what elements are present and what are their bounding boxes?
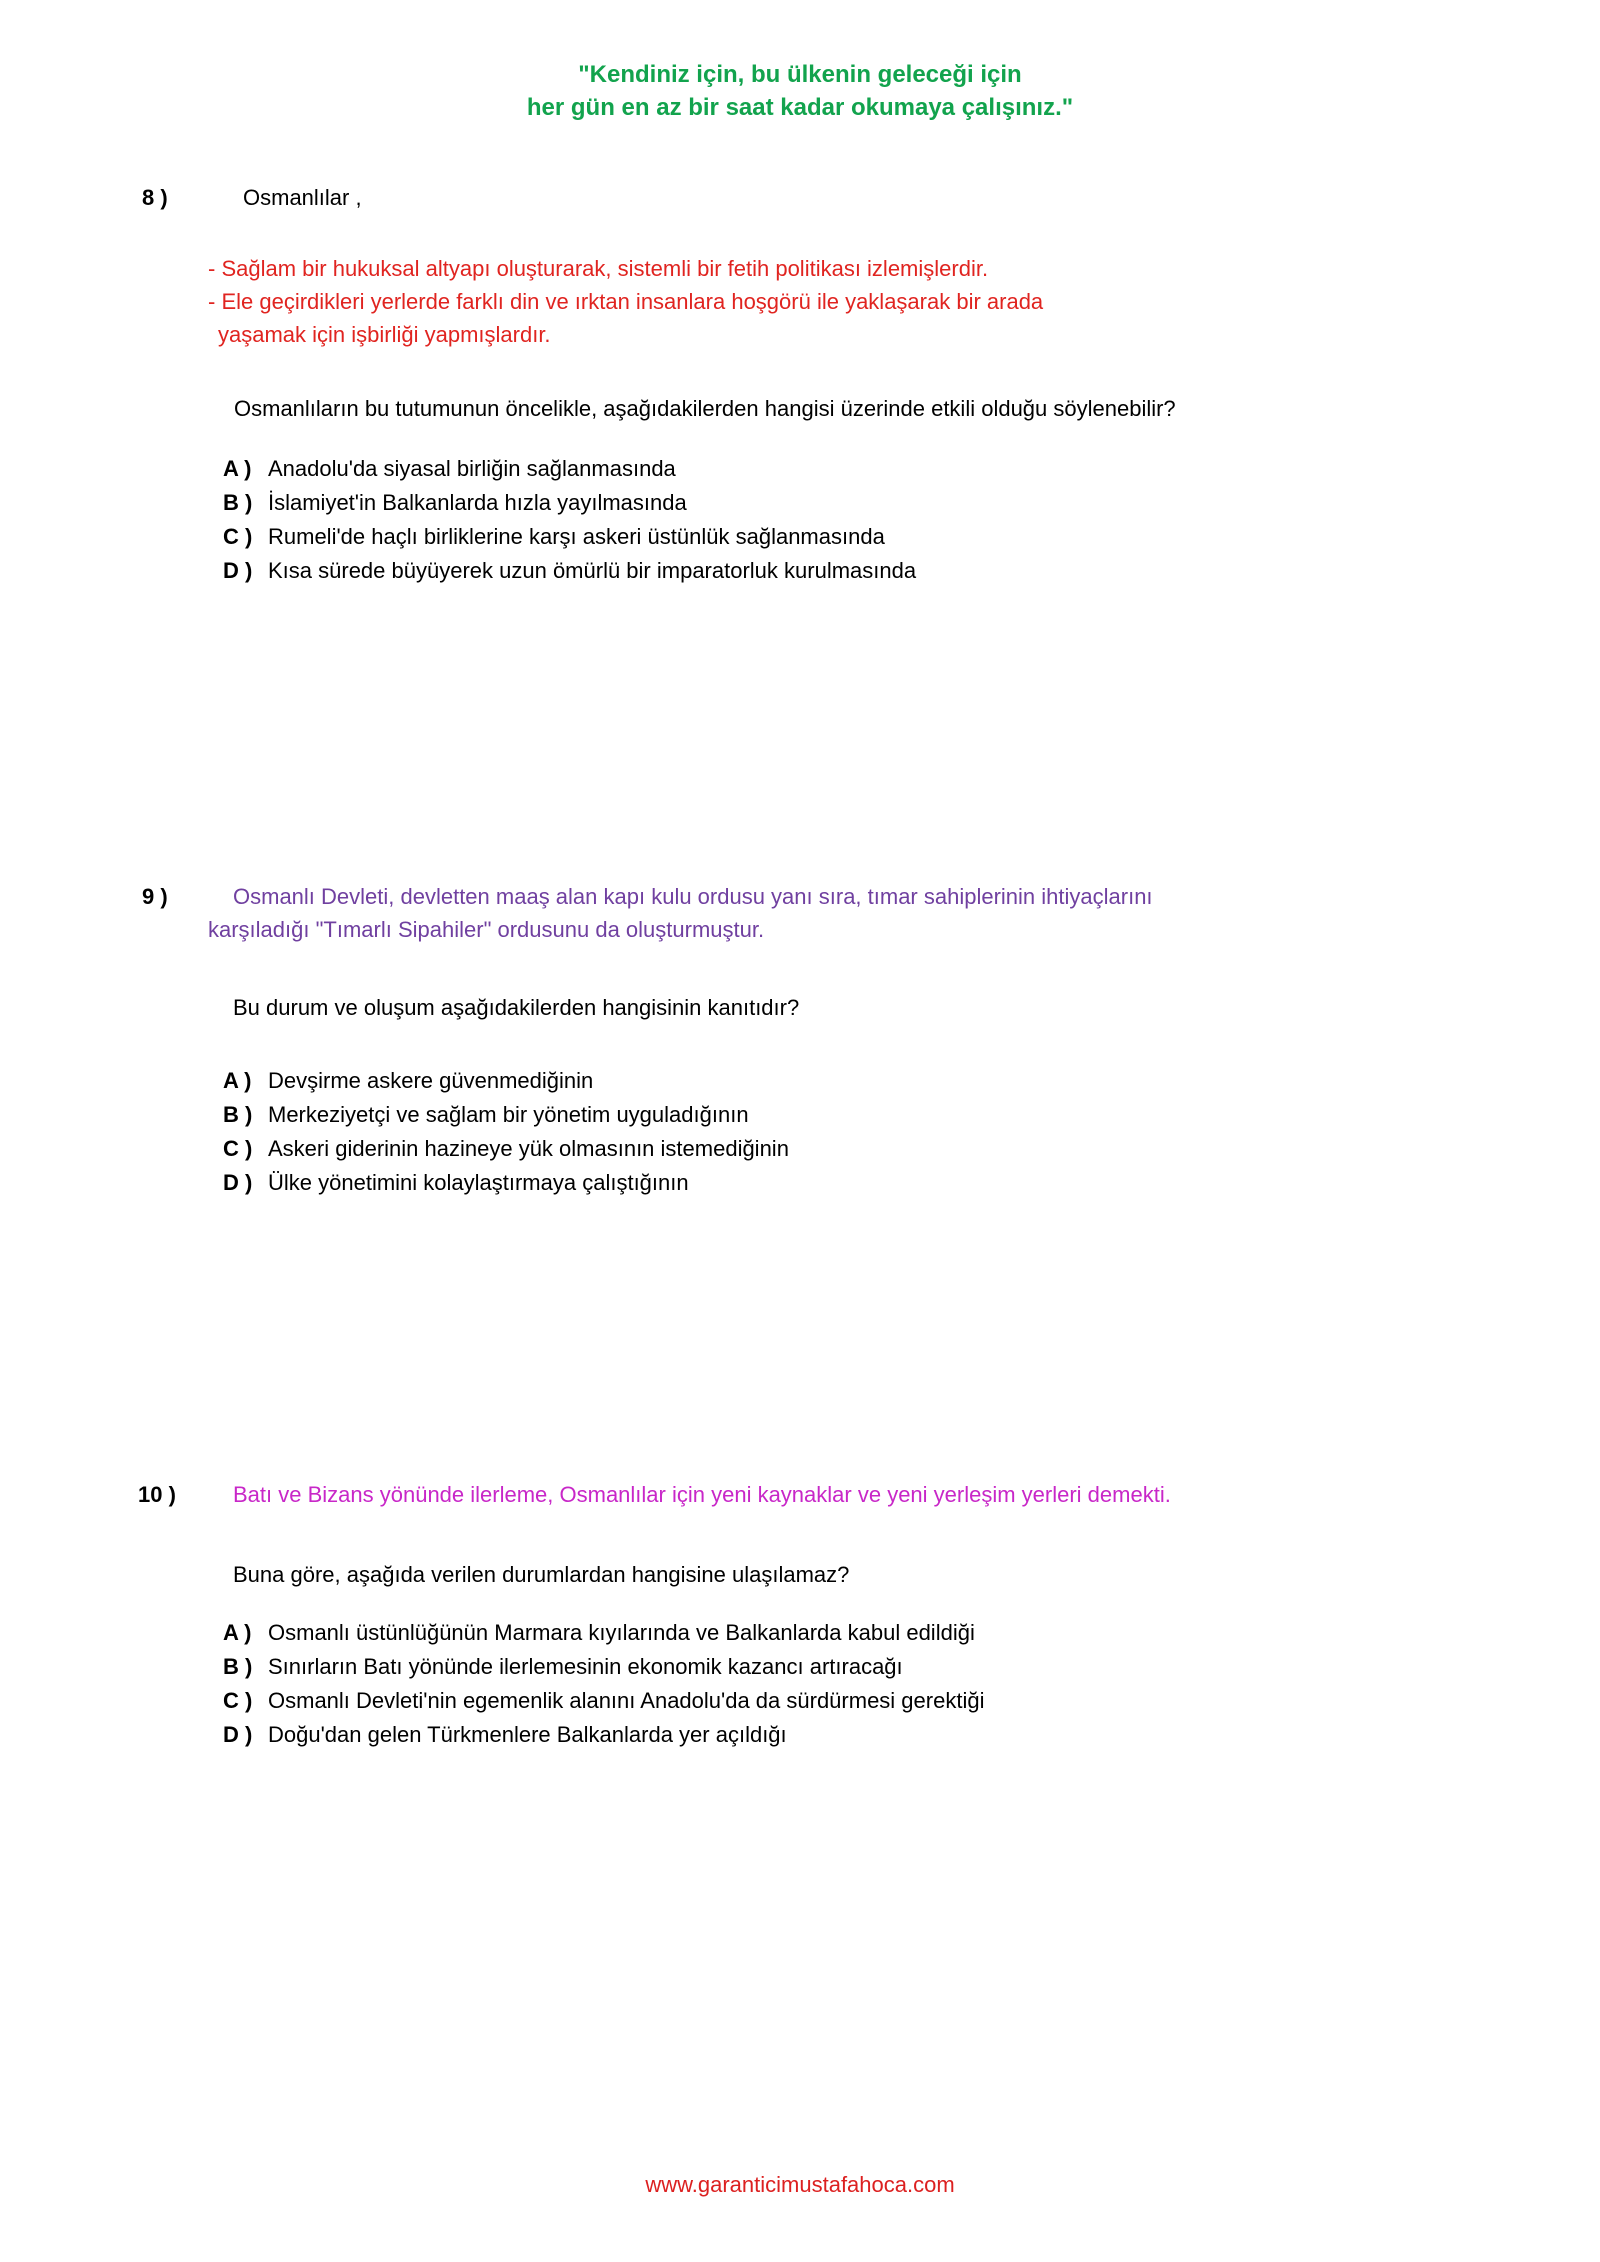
option-row xyxy=(223,1166,789,1200)
question-8-premises xyxy=(208,252,1043,351)
option-row xyxy=(223,486,916,520)
question-9-lead-line: karşıladığı "Tımarlı Sipahiler" ordusunu da oluşturmuştur. xyxy=(208,917,765,942)
option-row xyxy=(223,1718,984,1752)
option-text: Sınırların Batı yönünde ilerlemesinin ekonomik kazancı artıracağı xyxy=(268,1654,903,1679)
option-row xyxy=(223,1098,789,1132)
option-letter: D ) xyxy=(223,1722,253,1747)
motto-line-2: her gün en az bir saat kadar okumaya çalışınız." xyxy=(526,94,1074,121)
option-row xyxy=(223,520,916,554)
option-letter: D ) xyxy=(223,558,253,583)
question-8-number: 8 ) xyxy=(142,185,168,210)
option-row xyxy=(223,452,916,486)
question-10-lead-line: Batı ve Bizans yönünde ilerleme, Osmanlılar için yeni kaynaklar ve yeni yerleşim yerleri demekti. xyxy=(233,1482,1171,1507)
option-row xyxy=(223,1650,984,1684)
option-letter: C ) xyxy=(223,524,253,549)
option-letter: A ) xyxy=(223,1620,252,1645)
option-row xyxy=(223,1064,789,1098)
premise-line: - Ele geçirdikleri yerlerde farklı din ve ırktan insanlara hoşgörü ile yaklaşarak bir arada xyxy=(208,289,1044,314)
option-row xyxy=(223,1616,984,1650)
question-8-intro: Osmanlılar , xyxy=(243,185,362,210)
option-letter: C ) xyxy=(223,1688,253,1713)
question-8-options xyxy=(223,452,916,588)
option-row xyxy=(223,1132,789,1166)
question-9-lead-line: Osmanlı Devleti, devletten maaş alan kapı kulu ordusu yanı sıra, tımar sahiplerinin ihtiyaçlarını xyxy=(233,884,1153,909)
option-text: Ülke yönetimini kolaylaştırmaya çalıştığının xyxy=(268,1170,689,1195)
option-letter: D ) xyxy=(223,1170,253,1195)
option-letter: B ) xyxy=(223,1102,253,1127)
option-letter: A ) xyxy=(223,456,252,481)
question-9-number: 9 ) xyxy=(142,884,168,909)
premise-line: - Sağlam bir hukuksal altyapı oluşturarak, sistemli bir fetih politikası izlemişlerdir. xyxy=(208,256,989,281)
footer-url: www.garanticimustafahoca.com xyxy=(645,2172,955,2197)
option-letter: B ) xyxy=(223,1654,253,1679)
option-letter: A ) xyxy=(223,1068,252,1093)
option-text: Askeri giderinin hazineye yük olmasının istemediğinin xyxy=(268,1136,789,1161)
question-8-stem: Osmanlıların bu tutumunun öncelikle, aşağıdakilerden hangisi üzerinde etkili olduğu söylenebilir? xyxy=(234,396,1176,421)
option-text: Osmanlı üstünlüğünün Marmara kıyılarında ve Balkanlarda kabul edildiği xyxy=(268,1620,975,1645)
option-text: Kısa sürede büyüyerek uzun ömürlü bir imparatorluk kurulmasında xyxy=(268,558,917,583)
motto-line-1: "Kendiniz için, bu ülkenin geleceği için xyxy=(578,61,1022,88)
question-10-options xyxy=(223,1616,984,1752)
option-letter: C ) xyxy=(223,1136,253,1161)
premise-line: yaşamak için işbirliği yapmışlardır. xyxy=(218,322,551,347)
option-letter: B ) xyxy=(223,490,253,515)
option-text: İslamiyet'in Balkanlarda hızla yayılmasında xyxy=(268,490,687,515)
option-text: Merkeziyetçi ve sağlam bir yönetim uyguladığının xyxy=(268,1102,749,1127)
option-text: Doğu'dan gelen Türkmenlere Balkanlarda yer açıldığı xyxy=(268,1722,787,1747)
question-10-number: 10 ) xyxy=(138,1482,176,1507)
option-row xyxy=(223,554,916,588)
option-text: Devşirme askere güvenmediğinin xyxy=(268,1068,594,1093)
option-text: Anadolu'da siyasal birliğin sağlanmasında xyxy=(268,456,676,481)
question-9-options xyxy=(223,1064,789,1200)
question-10-stem: Buna göre, aşağıda verilen durumlardan hangisine ulaşılamaz? xyxy=(233,1562,850,1587)
page-header xyxy=(8,58,1592,124)
question-9-stem: Bu durum ve oluşum aşağıdakilerden hangisinin kanıtıdır? xyxy=(233,995,800,1020)
page-footer xyxy=(8,2172,1592,2198)
option-text: Rumeli'de haçlı birliklerine karşı askeri üstünlük sağlanmasında xyxy=(268,524,885,549)
option-text: Osmanlı Devleti'nin egemenlik alanını Anadolu'da da sürdürmesi gerektiği xyxy=(268,1688,985,1713)
option-row xyxy=(223,1684,984,1718)
